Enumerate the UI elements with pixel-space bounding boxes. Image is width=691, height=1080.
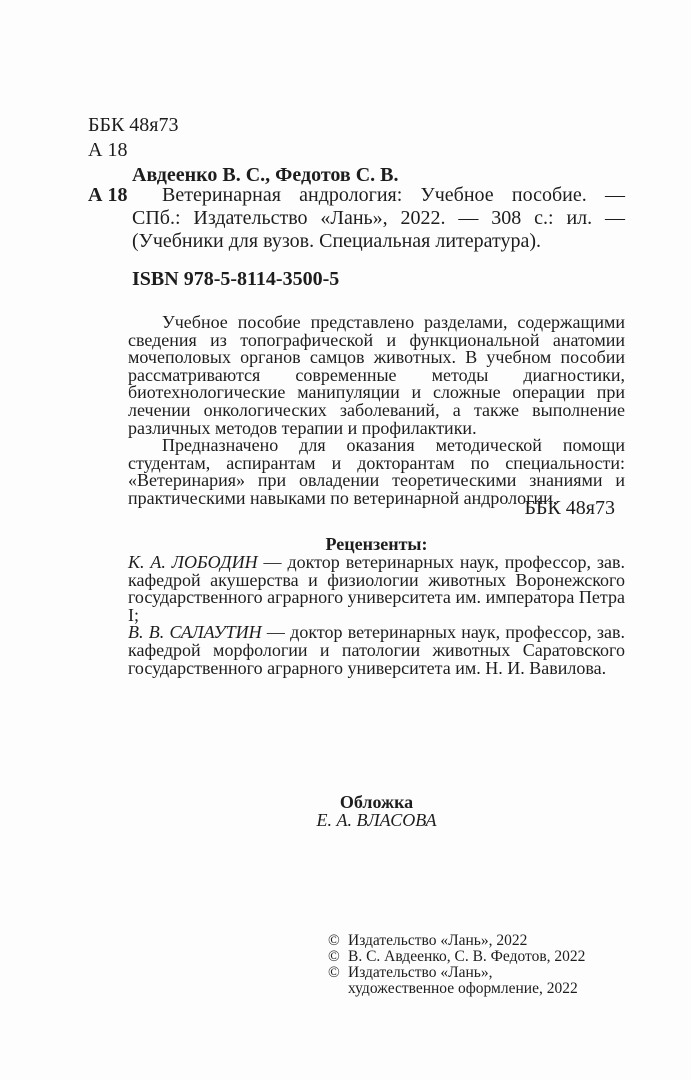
author-mark-top: А 18	[88, 139, 128, 161]
copyright-text: Издательство «Лань»,	[348, 964, 493, 981]
authors-line: Авдеенко В. С., Федотов С. В.	[132, 164, 399, 186]
copyright-text: Издательство «Лань», 2022	[348, 932, 528, 949]
copyright-line	[328, 949, 585, 965]
reviewer-description: — доктор ветеринарных наук, профессор, зав. кафедрой акушерства и физиологии животных Воронежского государственного аграрного университета им. императора Петра I;	[128, 552, 625, 625]
copyright-symbol: ©	[328, 932, 340, 949]
reviewer-name: К. А. ЛОБОДИН	[128, 552, 258, 572]
catalog-header	[88, 113, 179, 163]
copyright-line	[328, 933, 585, 949]
cover-credit-heading: Обложка	[339, 792, 414, 812]
cover-credit-name: Е. А. ВЛАСОВА	[316, 809, 437, 830]
copyright-symbol: ©	[328, 948, 340, 965]
reviewer-entry	[128, 554, 625, 624]
annotation-paragraph-2: Предназначено для оказания методической помощи студентам, аспирантам и докторантам по специальности: «Ветеринария» при овладении теоретическими знаниями и практическими навыками по ветеринарной андрологии.	[128, 435, 625, 508]
reviewer-entry	[128, 624, 625, 677]
bbk-code-top: ББК 48я73	[88, 114, 179, 136]
annotation-block	[128, 314, 625, 508]
reviewer-description: — доктор ветеринарных наук, профессор, зав. кафедрой морфологии и патологии животных Саратовского государственного аграрного университета им. Н. И. Вавилова.	[128, 622, 625, 678]
cover-credit-block	[128, 794, 625, 829]
reviewers-heading: Рецензенты:	[325, 534, 428, 554]
catalog-entry-label: А 18	[88, 184, 128, 206]
copyright-line	[328, 965, 585, 981]
copyright-text: В. С. Авдеенко, С. В. Федотов, 2022	[348, 948, 586, 965]
catalog-entry-text: Ветеринарная андрология: Учебное пособие. — СПб.: Издательство «Лань», 2022. — 308 с.: ил. — (Учебники для вузов. Специальная литература).	[132, 184, 625, 252]
bbk-code-bottom: ББК 48я73	[524, 497, 615, 519]
reviewers-list	[128, 554, 625, 677]
copyright-symbol: ©	[328, 964, 340, 981]
copyright-block	[328, 933, 585, 997]
copyright-text-continuation: художественное оформление, 2022	[348, 980, 578, 997]
reviewer-name: В. В. САЛАУТИН	[128, 622, 262, 643]
isbn-number: ISBN 978-5-8114-3500-5	[132, 268, 340, 290]
annotation-paragraph-1: Учебное пособие представлено разделами, содержащими сведения из топографической и функциональной анатомии мочеполовых органов самцов животных. В учебном пособии рассматриваются современные методы диагностики, биотехнологические манипуляции и сложные операции при лечении онкологических заболеваний, а также выполнение различных методов терапии и профилактики.	[128, 312, 625, 438]
